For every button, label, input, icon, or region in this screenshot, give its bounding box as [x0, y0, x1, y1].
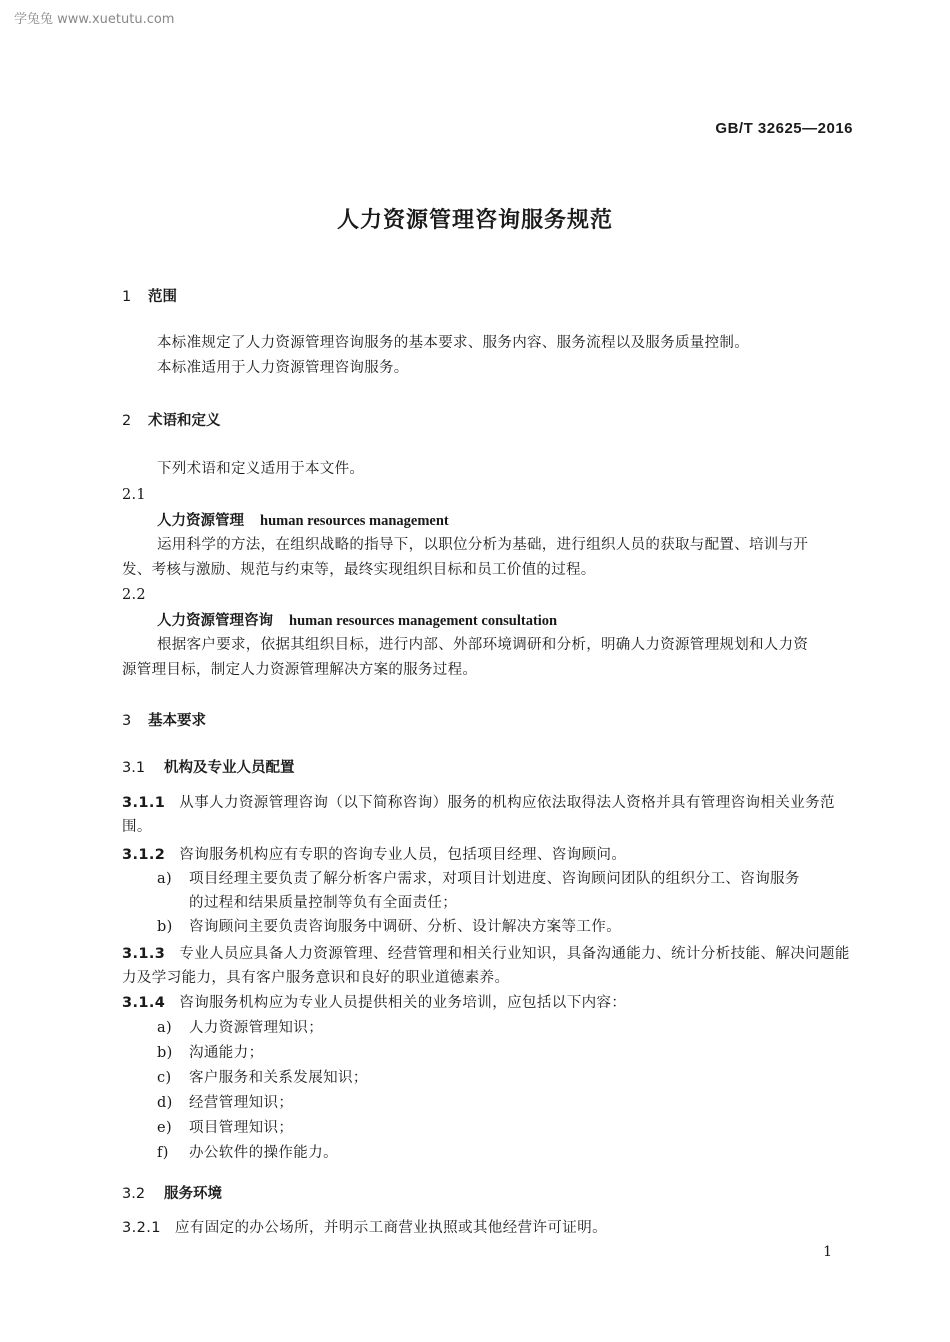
- term-2-1-definition-line-2: 发、考核与激励、规范与约束等，最终实现组织目标和员工价值的过程。: [122, 562, 596, 578]
- clause-number: 3.1.4: [122, 995, 166, 1011]
- watermark: 学兔兔 www.xuetutu.com: [14, 12, 175, 27]
- list-item: [157, 1041, 857, 1065]
- list-marker: b): [157, 1045, 173, 1061]
- list-item: [157, 1016, 857, 1040]
- list-marker: e): [157, 1120, 173, 1136]
- clause-text: 咨询服务机构应有专职的咨询专业人员，包括项目经理、咨询顾问。: [179, 847, 627, 863]
- list-text: 客户服务和关系发展知识；: [189, 1070, 368, 1086]
- section-2-heading: [122, 409, 221, 430]
- list-item: [157, 1091, 857, 1115]
- clause-number: 3.1.2: [122, 847, 166, 863]
- section-3-1-heading: [122, 756, 295, 777]
- term-2-2-title: [157, 609, 557, 630]
- term-2-1-definition-line-1: 运用科学的方法，在组织战略的指导下，以职位分析为基础，进行组织人员的获取与配置、培训与开: [157, 537, 809, 553]
- clause-text: 专业人员应具备人力资源管理、经营管理和相关行业知识，具备沟通能力、统计分析技能、解决问题能力及学习能力，具有客户服务意识和良好的职业道德素养。: [122, 946, 850, 986]
- list-item: [157, 1116, 857, 1140]
- section-number: 2: [122, 413, 132, 429]
- section-title: 机构及专业人员配置: [164, 760, 295, 776]
- section-title: 范围: [148, 289, 177, 305]
- clause-text: 应有固定的办公场所，并明示工商营业执照或其他经营许可证明。: [174, 1220, 608, 1236]
- list-item: [157, 1066, 857, 1090]
- term-cn: 人力资源管理: [157, 512, 244, 529]
- list-text: 项目管理知识；: [189, 1120, 294, 1136]
- list-text: 咨询顾问主要负责咨询服务中调研、分析、设计解决方案等工作。: [189, 919, 622, 935]
- list-item: [157, 867, 857, 915]
- section-number: 3.2: [122, 1186, 146, 1202]
- list-text: 沟通能力；: [189, 1045, 264, 1061]
- section-title: 基本要求: [148, 713, 206, 729]
- clause-3-1-3: [122, 942, 857, 990]
- section-3-2-heading: [122, 1182, 222, 1203]
- term-2-1-title: [157, 509, 449, 530]
- list-marker: a): [157, 1020, 173, 1036]
- term-2-2-definition-line-1: 根据客户要求，依据其组织目标，进行内部、外部环境调研和分析，明确人力资源管理规划和人力资: [157, 637, 809, 653]
- term-cn: 人力资源管理咨询: [157, 612, 273, 629]
- clause-number: 3.1.3: [122, 946, 166, 962]
- list-text: 办公软件的操作能力。: [189, 1145, 338, 1161]
- term-2-2-number: 2.2: [122, 587, 146, 603]
- clause-3-1-4: [122, 991, 857, 1015]
- scope-paragraph-2: 本标准适用于人力资源管理咨询服务。: [157, 360, 409, 376]
- list-text: 项目经理主要负责了解分析客户需求，对项目计划进度、咨询顾问团队的组织分工、咨询服务: [189, 871, 800, 887]
- section-number: 1: [122, 289, 132, 305]
- section-1-heading: [122, 285, 177, 306]
- document-title: 人力资源管理咨询服务规范: [336, 208, 613, 233]
- list-item: [157, 1141, 857, 1165]
- terms-intro: 下列术语和定义适用于本文件。: [157, 461, 365, 477]
- list-text: 人力资源管理知识；: [189, 1020, 324, 1036]
- section-number: 3.1: [122, 760, 146, 776]
- clause-number: 3.1.1: [122, 795, 166, 811]
- term-en: human resources management: [260, 513, 449, 529]
- term-en: human resources management consultation: [289, 613, 558, 629]
- section-3-heading: [122, 709, 206, 730]
- standard-number: GB/T 32625—2016: [715, 120, 853, 137]
- clause-text: 从事人力资源管理咨询（以下简称咨询）服务的机构应依法取得法人资格并具有管理咨询相关业务范围。: [122, 795, 835, 835]
- clause-3-1-2: [122, 843, 857, 867]
- page-number: 1: [823, 1244, 832, 1260]
- scope-paragraph-1: 本标准规定了人力资源管理咨询服务的基本要求、服务内容、服务流程以及服务质量控制。: [157, 335, 749, 351]
- clause-3-2-1: [122, 1216, 857, 1240]
- list-marker: d): [157, 1095, 173, 1111]
- section-title: 服务环境: [164, 1186, 222, 1202]
- section-title: 术语和定义: [148, 413, 221, 429]
- list-text: 经营管理知识；: [189, 1095, 294, 1111]
- list-marker: a): [157, 871, 173, 887]
- clause-number: 3.2.1: [122, 1220, 161, 1236]
- clause-3-1-1: [122, 791, 857, 839]
- list-marker: b): [157, 919, 173, 935]
- list-marker: c): [157, 1070, 172, 1086]
- list-item: [157, 915, 857, 939]
- list-text-continued: 的过程和结果质量控制等负有全面责任；: [189, 895, 458, 911]
- section-number: 3: [122, 713, 132, 729]
- clause-text: 咨询服务机构应为专业人员提供相关的业务培训，应包括以下内容：: [179, 995, 627, 1011]
- term-2-2-definition-line-2: 源管理目标，制定人力资源管理解决方案的服务过程。: [122, 662, 478, 678]
- term-2-1-number: 2.1: [122, 487, 146, 503]
- list-marker: f): [157, 1145, 169, 1161]
